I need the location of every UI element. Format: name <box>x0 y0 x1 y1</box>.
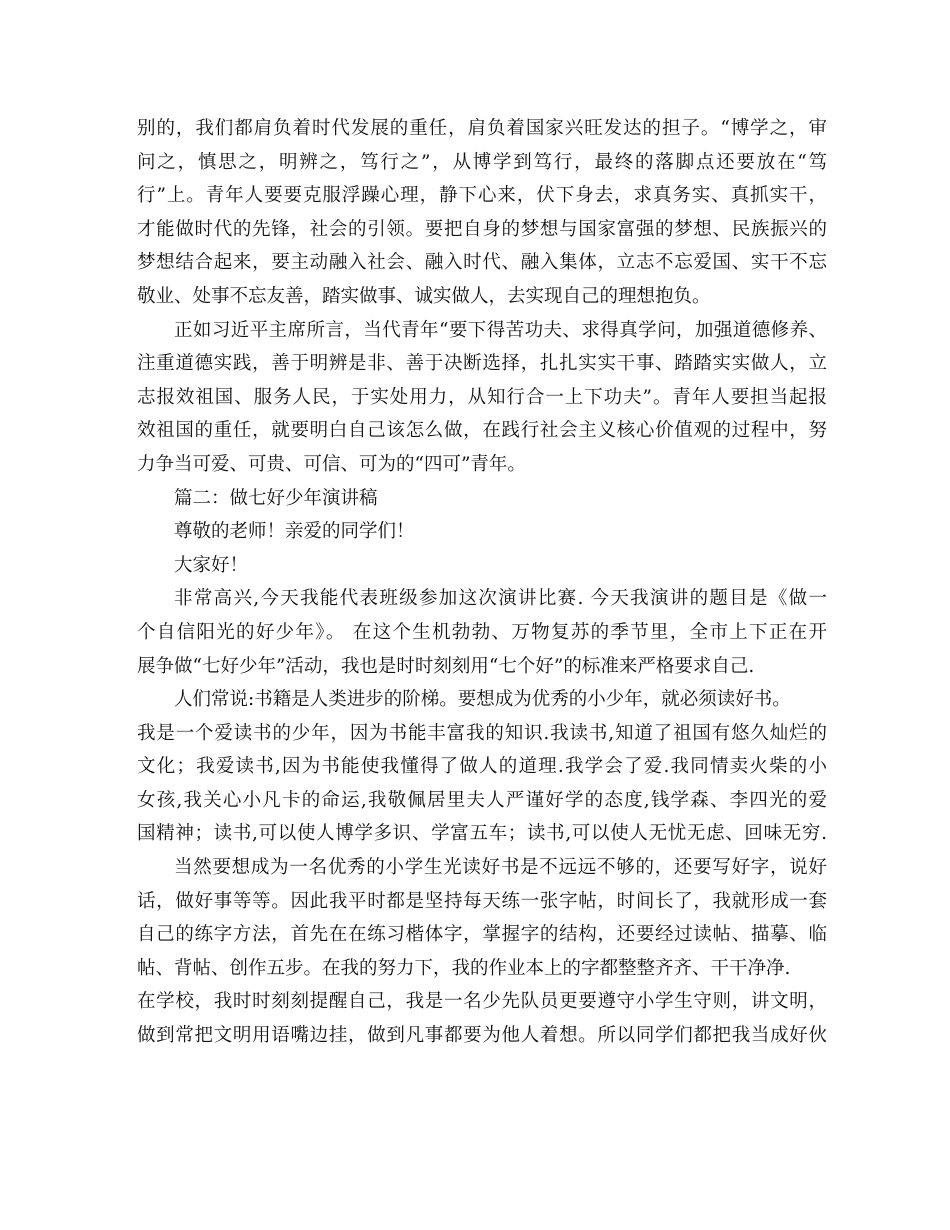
salutation: 尊敬的老师！亲爱的同学们！ <box>174 521 415 543</box>
text-line: 人们常说:书籍是人类进步的阶梯。要想成为优秀的小少年，就必须读好书。 <box>174 689 791 711</box>
text-line: 敬业、处事不忘友善，踏实做事、诚实做人，去实现自己的理想抱负。 <box>137 285 711 307</box>
text-line: 问之，慎思之，明辨之，笃行之”，从博学到笃行，最终的落脚点还要放在“笃 <box>137 151 827 173</box>
text-line: 国精神；读书,可以使人博学多识、学富五车；读书,可以使人无忧无虑、回味无穷. <box>137 823 827 845</box>
text-line: 自己的练字方法，首先在在练习楷体字，掌握字的结构，还要经过读帖、描摹、临 <box>137 924 827 946</box>
text-line: 梦想结合起来，要主动融入社会、融入时代、融入集体，立志不忘爱国、实干不忘 <box>137 252 827 274</box>
text-line: 做到常把文明用语嘴边挂，做到凡事都要为他人着想。所以同学们都把我当成好伙 <box>137 1025 827 1047</box>
text-line: 非常高兴,今天我能代表班级参加这次演讲比赛. 今天我演讲的题目是《做一 <box>174 588 827 610</box>
text-line: 别的，我们都肩负着时代发展的重任，肩负着国家兴旺发达的担子。“博学之，审 <box>137 118 827 139</box>
text-line: 志报效祖国、服务人民，于实处用力，从知行合一上下功夫”。青年人要担当起报 <box>137 386 827 408</box>
text-line: 我是一个爱读书的少年，因为书能丰富我的知识.我读书,知道了祖国有悠久灿烂的 <box>137 722 827 744</box>
section-heading: 篇二：做七好少年演讲稿 <box>174 487 378 509</box>
text-line: 效祖国的重任，就要明白自己该怎么做，在践行社会主义核心价值观的过程中，努 <box>137 420 827 442</box>
text-line: 力争当可爱、可贵、可信、可为的“四可”青年。 <box>137 453 526 475</box>
text-line: 帖、背帖、创作五步。在我的努力下，我的作业本上的字都整整齐齐、干干净净. <box>137 957 791 979</box>
text-line: 正如习近平主席所言，当代青年“要下得苦功夫、求得真学问，加强道德修养、 <box>174 319 827 341</box>
text-line: 注重道德实践，善于明辨是非、善于决断选择，扎扎实实干事、踏踏实实做人，立 <box>137 353 827 375</box>
text-line: 女孩,我关心小凡卡的命运,我敬佩居里夫人严谨好学的态度,钱学森、李四光的爱 <box>137 789 827 811</box>
text-line: 在学校，我时时刻刻提醒自己，我是一名少先队员更要遵守小学生守则，讲文明， <box>137 991 827 1013</box>
text-line: 才能做时代的先锋，社会的引领。要把自身的梦想与国家富强的梦想、民族振兴的 <box>137 218 827 240</box>
document-body <box>137 112 827 1053</box>
text-line: 话，做好事等等。因此我平时都是坚持每天练一张字帖，时间长了，我就形成一套 <box>137 890 827 912</box>
greeting: 大家好！ <box>174 554 249 576</box>
text-line: 当然要想成为一名优秀的小学生光读好书是不远远不够的，还要写好字，说好 <box>174 857 827 879</box>
text-line: 文化；我爱读书,因为书能使我懂得了做人的道理.我学会了爱.我同情卖火柴的小 <box>137 756 827 778</box>
text-line: 行”上。青年人要要克服浮躁心理，静下心来，伏下身去，求真务实、真抓实干， <box>137 185 827 207</box>
text-line: 个自信阳光的好少年》。 在这个生机勃勃、万物复苏的季节里，全市上下正在开 <box>137 621 827 643</box>
text-line: 展争做“七好少年”活动，我也是时时刻刻用“七个好”的标准来严格要求自己. <box>137 655 755 677</box>
